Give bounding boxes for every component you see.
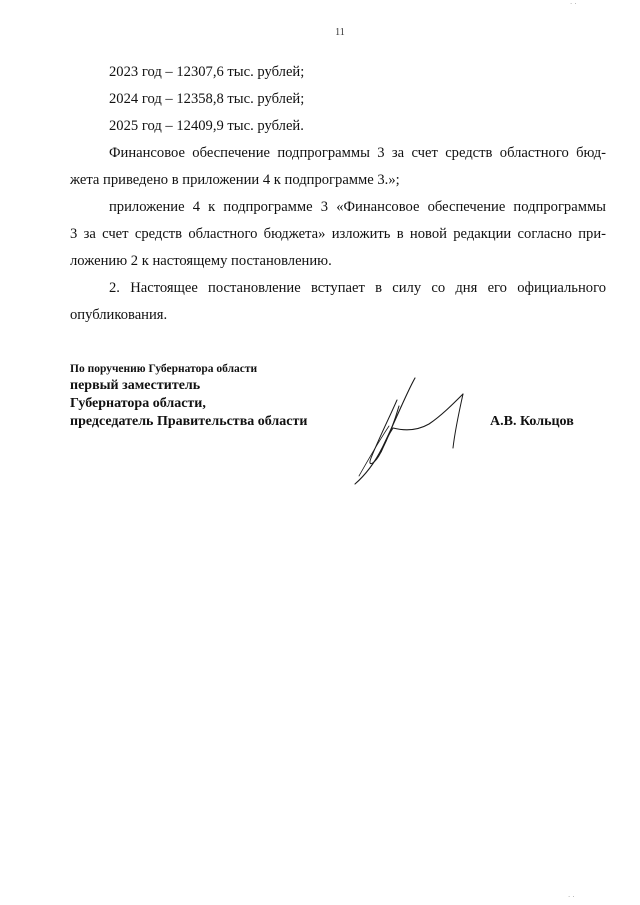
on-behalf-label: По поручению Губернатора области	[70, 363, 258, 375]
signer-position-line2: Губернатора области,	[70, 396, 206, 411]
signer-position-line3: председатель Правительства области	[70, 414, 308, 429]
paragraph-effective-line1: 2. Настоящее постановление вступает в силу со дня его официального	[109, 280, 606, 296]
scan-corner-mark-top: · ·	[570, 0, 577, 8]
funding-line-2025: 2025 год – 12409,9 тыс. рублей.	[109, 118, 304, 134]
paragraph-appendix-line3: ложению 2 к настоящему постановлению.	[70, 253, 332, 269]
signer-position-line1: первый заместитель	[70, 378, 201, 393]
paragraph-appendix-line1: приложение 4 к подпрограмме 3 «Финансовое обеспечение подпрограммы	[109, 199, 606, 215]
funding-line-2023: 2023 год – 12307,6 тыс. рублей;	[109, 64, 305, 80]
paragraph-appendix-line2: 3 за счет средств областного бюджета» изложить в новой редакции согласно при-	[70, 226, 606, 242]
page-number: 11	[335, 27, 345, 38]
handwritten-signature	[345, 372, 475, 487]
paragraph-effective-line2: опубликования.	[70, 307, 168, 323]
signer-name: А.В. Кольцов	[490, 414, 574, 429]
funding-line-2024: 2024 год – 12358,8 тыс. рублей;	[109, 91, 305, 107]
paragraph-financing-line1: Финансовое обеспечение подпрограммы 3 за счет средств областного бюд-	[109, 145, 606, 161]
scan-corner-mark-bottom: · ·	[568, 893, 575, 901]
paragraph-financing-line2: жета приведено в приложении 4 к подпрограмме 3.»;	[70, 172, 400, 188]
